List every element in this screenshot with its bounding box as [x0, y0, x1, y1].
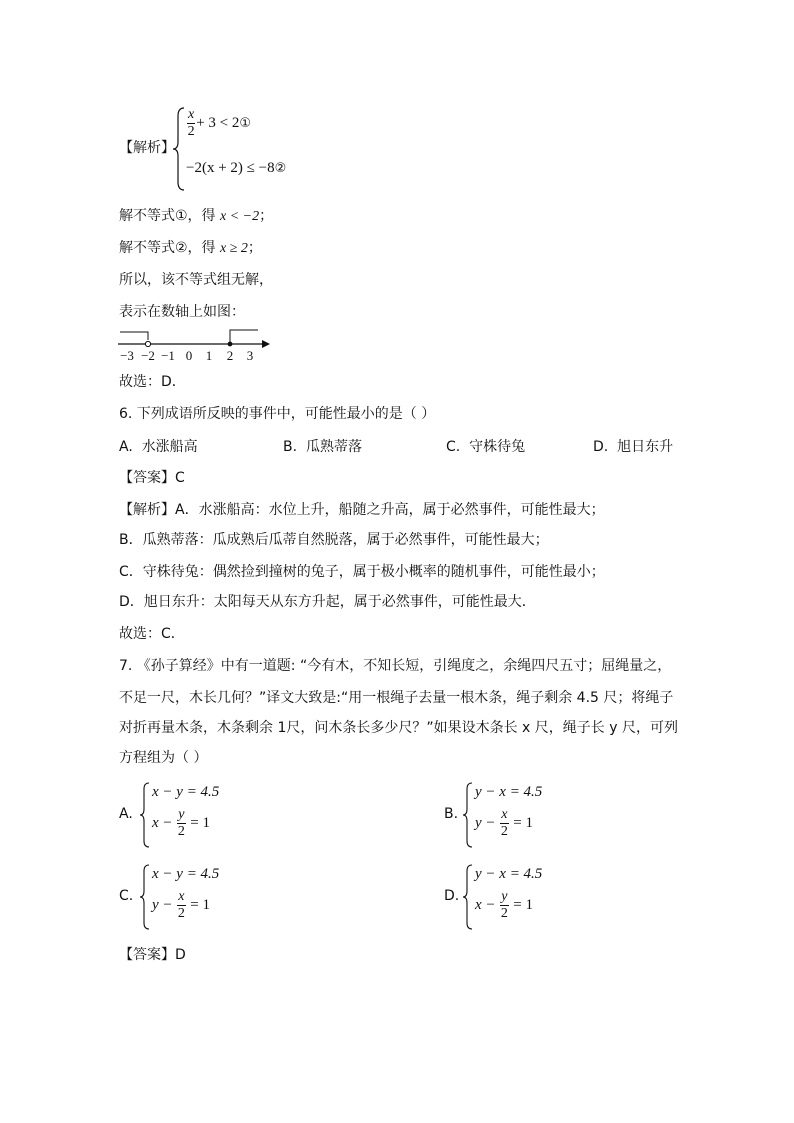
q7-option-c-label: C.	[119, 888, 134, 904]
q7-option-c-brace	[139, 864, 151, 930]
q7-option-d-brace	[462, 864, 474, 930]
q7-option-b-eq1: y − x = 4.5	[475, 784, 543, 800]
tick-label-m2: −2	[141, 348, 155, 363]
q7-stem-3: 对折再量木条，木条剩余 1尺，问木条长多少尺？”如果设木条长 x 尺，绳子长 y 尺，可列	[119, 720, 678, 736]
no-solution-text: 所以，该不等式组无解，	[119, 272, 273, 288]
system-brace	[172, 106, 186, 192]
q7-option-b-eq2: y − $\frac{x}{2}$ = 1	[475, 807, 533, 839]
q7-answer: 【答案】D	[119, 947, 186, 963]
q6-stem: 6. 下列成语所反映的事件中，可能性最小的是（ ）	[119, 406, 436, 422]
number-line	[116, 326, 276, 364]
q6-option-d: D. 旭日东升	[593, 439, 674, 455]
q7-option-a-brace	[139, 782, 151, 848]
q6-option-a: A. 水涨船高	[119, 439, 198, 455]
q6-option-b: B. 瓜熟蒂落	[283, 439, 362, 455]
q7-option-a-label: A.	[119, 806, 133, 822]
q7-option-b-label: B.	[444, 806, 459, 822]
q7-stem-1: 7. 《孙子算经》中有一道题: “今有木，不知长短，引绳度之，余绳四尺五寸；屈绳量之，	[119, 658, 672, 674]
solution-line-1: 解不等式①，得 x < −2；	[119, 208, 274, 224]
q7-stem-4: 方程组为（ ）	[119, 750, 208, 766]
tick-label-0: 0	[185, 348, 193, 363]
q7-option-a-eq1: x − y = 4.5	[152, 784, 220, 800]
q7-option-d-eq1: y − x = 4.5	[475, 866, 543, 882]
inequality-1: $\frac{x}{2}$ + 3 < 2①	[187, 107, 252, 139]
solution-line-2: 解不等式②，得 x ≥ 2；	[119, 240, 262, 256]
q6-analysis-3: C．守株待兔：偶然捡到撞树的兔子，属于极小概率的随机事件，可能性最小；	[119, 564, 605, 580]
q6-answer: 【答案】C	[119, 470, 185, 486]
q6-select: 故选：C．	[119, 626, 185, 642]
q6-analysis-1: 【解析】A．水涨船高：水位上升，船随之升高，属于必然事件，可能性最大；	[119, 502, 605, 518]
q6-option-c: C. 守株待兔	[446, 439, 526, 455]
q7-stem-2: 不足一尺，木长几何？”译文大致是:“用一根绳子去量一根木条，绳子剩余 4.5 尺；将绳子	[119, 690, 674, 706]
q6-analysis-4: D．旭日东升：太阳每天从东方升起，属于必然事件，可能性最大．	[119, 594, 536, 610]
q7-option-d-eq2: x − $\frac{y}{2}$ = 1	[475, 889, 533, 921]
q6-analysis-2: B．瓜熟蒂落：瓜成熟后瓜蒂自然脱落，属于必然事件，可能性最大；	[119, 532, 549, 548]
q7-option-b-brace	[462, 782, 474, 848]
number-line-intro: 表示在数轴上如图：	[119, 304, 245, 320]
q7-option-c-eq2: y − $\frac{x}{2}$ = 1	[152, 889, 210, 921]
tick-label-3: 3	[246, 348, 254, 363]
q7-option-c-eq1: x − y = 4.5	[152, 866, 220, 882]
answer-select-5: 故选：D．	[119, 374, 186, 390]
tick-label-m1: −1	[161, 348, 175, 363]
analysis-label: 【解析】	[119, 140, 175, 156]
inequality-2: −2(x + 2) ≤ −8②	[186, 160, 287, 176]
tick-label-m3: −3	[120, 348, 134, 363]
tick-label-1: 1	[205, 348, 213, 363]
q7-option-d-label: D.	[444, 888, 460, 904]
tick-label-2: 2	[226, 348, 234, 363]
q7-option-a-eq2: x − $\frac{y}{2}$ = 1	[152, 807, 210, 839]
